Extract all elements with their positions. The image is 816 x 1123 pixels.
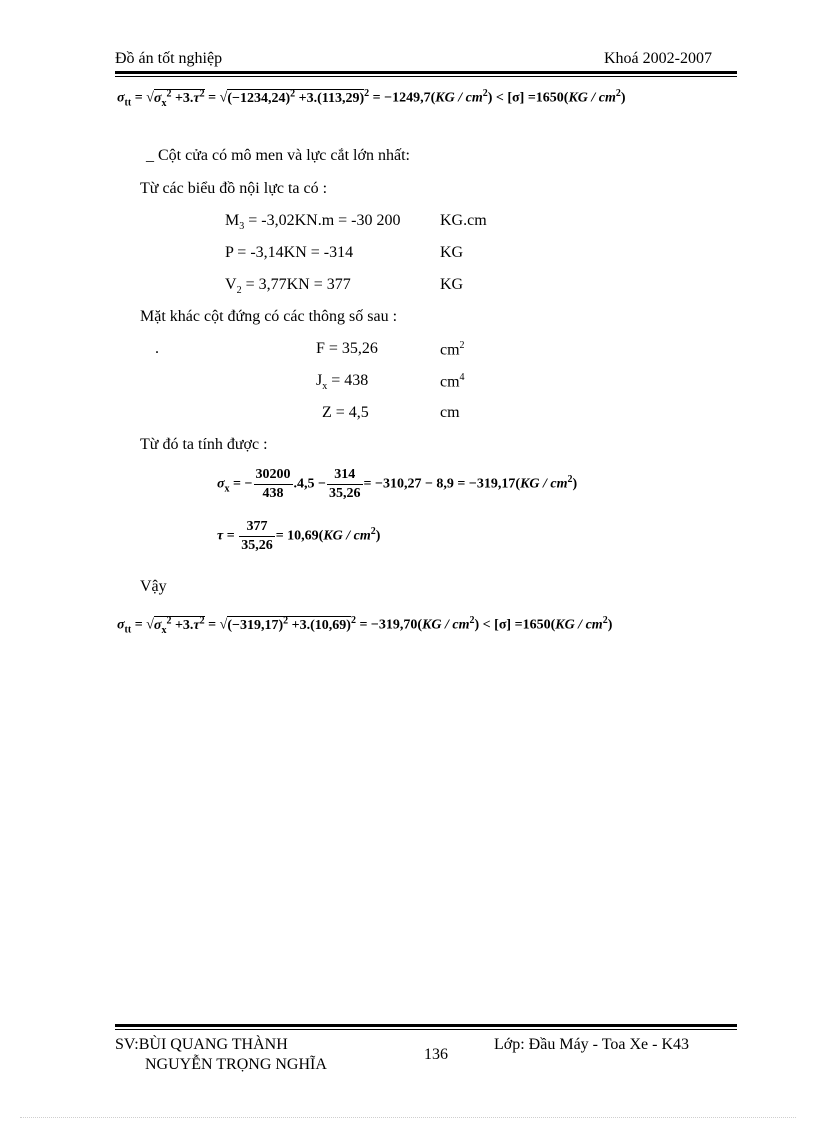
- formula-stress-2: $\sigma_{tt} = √\sigma_x^2 +3.\tau^2 = √(-319,17)^2 +3.(10,69)^2 = -319,70(KG / cm^2) < [\sigma] =1650(KG / cm^2)$: [117, 615, 613, 636]
- column-params-text: Mặt khác cột đứng có các thông số sau :: [140, 308, 398, 325]
- header-rule-thin: [115, 76, 737, 77]
- footer-rule: [115, 1024, 737, 1027]
- footer-class: Lớp: Đầu Máy - Toa Xe - K43: [494, 1036, 689, 1053]
- p-unit: KG: [440, 244, 464, 261]
- jx-unit: $cm^4$: [440, 372, 465, 391]
- header-rule: [115, 71, 737, 74]
- footer-rule-thin: [115, 1029, 737, 1030]
- formula-stress-1: $\sigma_{tt} = √\sigma_x^2 +3.\tau^2 = √(-1234,24)^2 +3.(113,29)^2 = -1249,7(KG / cm^2) < [\sigma] =1650(KG / cm^2)$: [117, 88, 626, 109]
- f-line: F = 35,26: [316, 340, 378, 357]
- m3-line: $M_3 = -3,02KN.m = -30$ 200: [225, 212, 401, 233]
- z-line: Z = 4,5: [322, 404, 369, 421]
- p-line: P = -3,14KN = -314: [225, 244, 354, 261]
- footer-student-2: NGUYỄN TRỌNG NGHĨA: [145, 1056, 327, 1073]
- header-right: Khoá 2002-2007: [604, 50, 712, 67]
- z-unit: cm: [440, 404, 460, 421]
- v2-unit: KG: [440, 276, 464, 293]
- f-unit: $cm^2$: [440, 340, 465, 359]
- footer-student-1: SV:BÙI QUANG THÀNH: [115, 1036, 288, 1053]
- therefore-text: Vậy: [140, 578, 167, 595]
- compute-text: Từ đó ta tính được :: [140, 436, 268, 453]
- formula-tau: τ = $\frac{377}{35,26}$ = $10,69(KG / cm^2)$: [217, 519, 381, 553]
- m3-unit: KG.cm: [440, 212, 487, 229]
- jx-line: $J_x = 438$: [316, 372, 369, 393]
- list-dot: .: [155, 340, 159, 357]
- header-left: Đồ án tốt nghiệp: [115, 50, 223, 67]
- formula-sigma-x: $\sigma_x$ = − $\frac{30200}{438}$ .4,5 − $\frac{314}{35,26}$ = $-310,27 - 8,9 = -319,17(KG / cm^2)$: [217, 467, 578, 501]
- bottom-border: [20, 1117, 796, 1118]
- from-diagrams-text: Từ các biểu đồ nội lực ta có :: [140, 180, 328, 197]
- page-number: 136: [424, 1046, 448, 1063]
- section-heading: _ Cột cửa có mô men và lực cắt lớn nhất:: [146, 147, 410, 164]
- v2-line: $V_2 = 3,77KN = 377$: [225, 276, 351, 297]
